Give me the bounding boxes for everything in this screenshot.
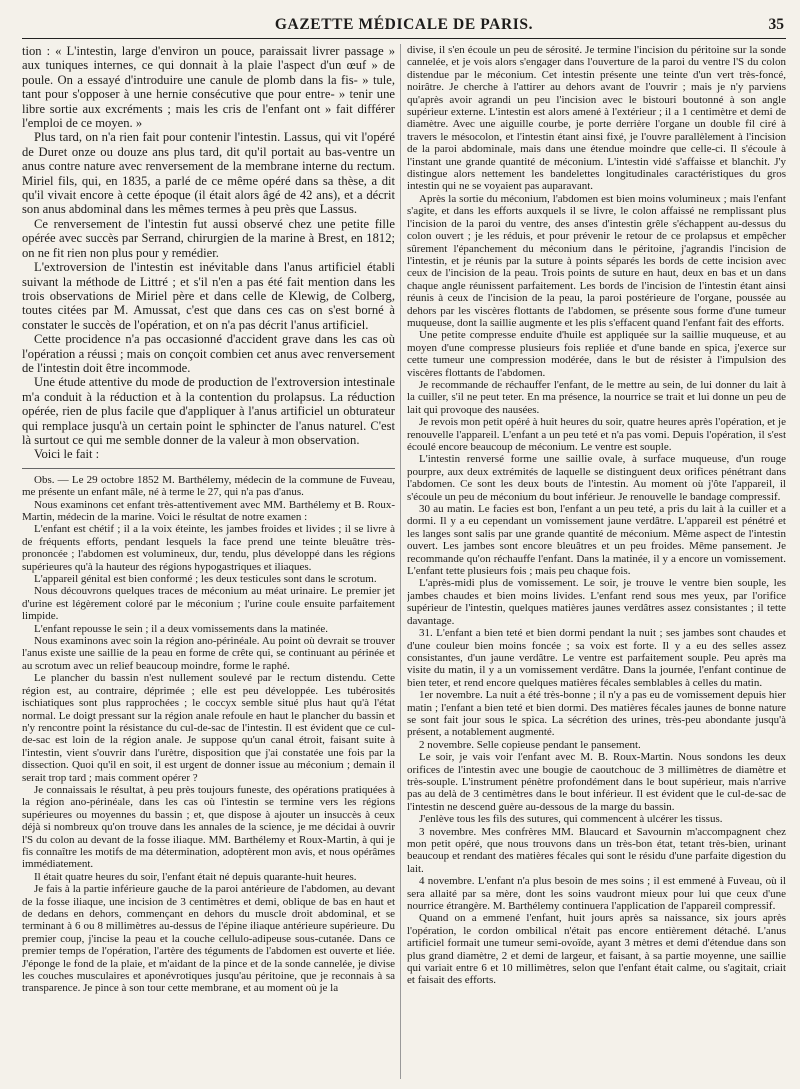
observation-paragraph: Nous découvrons quelques traces de méconium au méat urinaire. Le premier jet d'urine est légèrement coloré par le méconium ; l'urine coule ensuite parfaitement limpide.: [22, 585, 395, 623]
observation-paragraph: L'appareil génital est bien conformé ; les deux testicules sont dans le scrotum.: [34, 573, 377, 586]
observation-paragraph: 31. L'enfant a bien teté et bien dormi pendant la nuit ; ses jambes sont chaudes et d'une couleur bien moins foncée ; sa voix est forte. Il y a eu des selles assez consistantes, d'un jaune verdâtre. Le ventre est parfaitement souple. Peu après ma visite du matin, il y a un vomissement verdâtre. Dans la journée, l'enfant continue de bien teter, et rend encore quelques matières fécales semblables à celles du matin.: [407, 627, 786, 689]
observation-paragraph: Le plancher du bassin n'est nullement soulevé par le rectum distendu. Cette région est, au contraire, déprimée ; elle est peu développée. Les tubérosités ischiatiques sont plus rapprochées ; le coccyx semble situé plus haut qu'à l'état normal. Le doigt pressant sur la région anale refoule en haut le plancher du bassin et n'y rencontre point la résistance du cul-de-sac de l'intestin. Il est évident que ce cul-de-sac est loin de la région anale. Je suppose qu'un canal étroit, faisant suite à l'intestin, vient s'ouvrir dans l'urètre, disposition que j'ai constatée une fois par la dissection. Quoi qu'il en soit, il est urgent de donner issue au méconium ; demain il serait trop tard ; mais comment opérer ?: [22, 672, 395, 784]
observation-paragraph: Après la sortie du méconium, l'abdomen est bien moins volumineux ; mais l'enfant s'agite, et dans les efforts auxquels il se livre, le colon affaissé ne remplissant plus l'incision de la paroi du ventre, des anses d'intestin grêle s'échappent au-dessus du colon ouvert ; je les réduis, et pour prévenir le retour de ce prolapsus et empêcher sûrement l'épanchement du méconium dans le péritoine, j'agrandis l'incision de l'intestin, et je réunis par la suture à points séparés les bords de cette incision avec ceux de l'incision de la peau. Trois points de suture en haut, deux en bas et un dans chaque angle réunissent parfaitement. Les bords de l'incision de l'intestin étant ainsi réunis à ceux de l'incision de la peau, la paroi postérieure de l'organe, poussée au dehors par les viscères flottants de l'abdomen, se présente sous forme d'une tumeur muqueuse, dont la saillie augmente et les plis s'effacent quand l'enfant fait des efforts.: [407, 192, 786, 329]
right-column: [407, 44, 786, 1081]
paragraph: Ce renversement de l'intestin fut aussi observé chez une petite fille opérée avec succès par Serrand, chirurgien de la marine à Brest, en 1812; on ne fit rien non plus pour y remédier.: [22, 216, 395, 260]
paragraph: L'extroversion de l'intestin est inévitable dans l'anus artificiel établi suivant la méthode de Littré ; et s'il n'en a pas été fait mention dans les trois observations de Miriel père et dans celle de Klewig, de Colberg, toutes citées par M. Amussat, c'est que dans ces cas on s'est borné à constater le succès de l'opération, et on n'a pas décrit l'anus artificiel.: [22, 260, 395, 332]
page-header: [22, 14, 786, 39]
observation-text: [22, 474, 395, 995]
observation-paragraph: 30 au matin. Le facies est bon, l'enfant a un peu teté, a pris du lait à la cuiller et a dormi. Il y a eu cependant un vomissement jaune verdâtre. L'appareil est pénétré et les langes sont salis par une grande quantité de méconium. Même aspect de l'intestin ouvert. Les jambes sont encore bleuâtres et un peu froides. Même pansement. Je recommande qu'on réchauffe l'enfant. Dans la matinée, il y a encore un vomissement. L'enfant tette plusieurs fois ; mais peu chaque fois.: [407, 503, 786, 578]
observation-paragraph: L'enfant repousse le sein ; il a deux vomissements dans la matinée.: [34, 622, 329, 635]
paragraph: Une étude attentive du mode de production de l'extroversion intestinale m'a conduit à la réduction et à la contention du prolapsus. La réduction opérée, rien de plus facile que d'appliquer à l'anus artificiel un obturateur qui remplace jusqu'à un certain point le sphincter de l'anus naturel. C'est là surtout ce qui me semble donner de la valeur à mon observation.: [22, 375, 395, 447]
observation-paragraph: Nous examinons avec soin la région ano-périnéale. Au point où devrait se trouver l'anus existe une saillie de la peau en forme de crête qui, se continuant au périnée et au scrotum avec un relief beaucoup moindre, forme le raphé.: [22, 635, 395, 672]
observation-paragraph: Quand on a emmené l'enfant, huit jours après sa naissance, six jours après l'opération, le cordon ombilical n'était pas encore entièrement détaché. L'anus artificiel formait une tumeur semi-ovoïde, ayant 3 mètres et demi d'étendue dans son plus grand diamètre, 2 et demi de largeur, et faisant, à sa partie moyenne, une saillie qui variait entre 6 et 10 millimètres, selon que l'enfant était calme, ou s'agitait, criait et faisait des efforts.: [407, 912, 786, 987]
observation-paragraph: 4 novembre. L'enfant n'a plus besoin de mes soins ; il est emmené à Fuveau, où il sera allaité par sa mère, dont les soins vaudront mieux pour lui que ceux d'une nourrice étrangère. M. Barthélemy continuera l'application de l'appareil compressif.: [407, 875, 786, 913]
observation-paragraph: Le soir, je vais voir l'enfant avec M. B. Roux-Martin. Nous sondons les deux orifices de l'intestin avec une bougie de caoutchouc de 3 millimètres de diamètre et très-souple. L'instrument pénètre profondément dans le bout supérieur, mais n'arrive pas au delà de 3 centimètres dans le bout inférieur. Il est évident que le cul-de-sac de l'intestin ne descend guère au-dessous de la marge du bassin.: [407, 751, 786, 813]
paragraph: Plus tard, on n'a rien fait pour contenir l'intestin. Lassus, qui vit l'opéré de Duret onze ou douze ans plus tard, dit qu'il portait au bas-ventre un anus contre nature avec renversement de la membrane interne du rectum. Miriel fils, qui, en 1835, a parlé de ce même opéré dans sa thèse, a dit qu'il vivait encore à cette époque (il était alors âgé de 42 ans), et a décrit son anus abdominal dans les mêmes termes à peu près que Lassus.: [22, 130, 395, 217]
left-column: [22, 44, 395, 1081]
observation-paragraph: L'enfant est chétif ; il a la voix éteinte, les jambes froides et livides ; il se livre à de fréquents efforts, pendant lesquels la face prend une teinte bleuâtre très-prononcée ; l'abdomen est volumineux, dur, tendu, plus développé dans les régions supérieures qu'à la hauteur des régions hypogastriques et iliaques.: [22, 523, 395, 573]
observation-paragraph: Nous examinons cet enfant très-attentivement avec MM. Barthélemy et B. Roux-Martin, médecin de la marine. Voici le résultat de notre examen :: [22, 498, 395, 523]
journal-title: GAZETTE MÉDICALE DE PARIS.: [274, 16, 534, 33]
observation-paragraph: Il était quatre heures du soir, l'enfant était né depuis quarante-huit heures.: [34, 870, 357, 883]
observation-paragraph: J'enlève tous les fils des sutures, qui commencent à ulcérer les tissus.: [419, 813, 723, 826]
observation-paragraph: 1er novembre. La nuit a été très-bonne ; il n'y a pas eu de vomissement depuis hier matin ; l'enfant a bien teté et bien dormi. Des matières fécales jaunes de bonne nature se sont fait jour sous le spica. La sécrétion des urines, très-peu abondante jusqu'à présent, a notablement augmenté.: [407, 689, 786, 739]
observation-paragraph: 2 novembre. Selle copieuse pendant le pansement.: [419, 738, 641, 751]
observation-paragraph: Je connaissais le résultat, à peu près toujours funeste, des opérations pratiquées à la région ano-périnéale, dans les cas où l'intestin se termine vers les régions supérieures ou moyennes du bassin ; et, que dispose à ajouter un insuccès à ceux déjà si nombreux qu'on trouve dans les annales de la science, je me décidai à ouvrir l'S du colon au devant de la fosse iliaque. MM. Barthélemy et Roux-Martin, à qui je fis connaître les motifs de ma détermination, adoptèrent mon avis, et nous opérâmes immédiatement.: [22, 783, 395, 871]
observation-paragraph: Une petite compresse enduite d'huile est appliquée sur la saillie muqueuse, et au moyen d'une compresse plusieurs fois repliée et d'une bande en spica, j'exerce sur cette tumeur une compression modérée, dans le but de résister à l'impulsion des viscères flottants de l'abdomen.: [407, 329, 786, 379]
observation-paragraph: divise, il s'en écoule un peu de sérosité. Je termine l'incision du péritoine sur la sonde cannelée, et je vois alors s'engager dans l'ouverture de la paroi du ventre l'S du colon distendue par le méconium. Cet intestin présente une teinte d'un vert très-foncé, noirâtre. Je cherche à l'attirer au dehors avant de l'ouvrir ; mais je n'y parviens qu'après avoir agrandi un peu l'incision avec le bistouri boutonné à son angle supérieur externe. L'intestin est alors amené à l'extérieur ; il a 1 centimètre et demi de diamètre. Avec une aiguille courbe, je porte derrière l'organe un double fil ciré à travers le mésocolon, et l'intestin étant ainsi fixé, je l'ouvre parallèlement à l'incision de la paroi abdominale, mais dans une étendue moindre que celle-ci. Il s'écoule à l'instant une grande quantité de méconium. L'intestin vidé s'affaisse et blanchit. J'y distingue alors nettement les bandelettes longitudinales caractéristiques du gros intestin qui ne se voyaient pas auparavant.: [407, 44, 786, 193]
column-divider: [400, 44, 401, 1079]
observation-paragraph: Je fais à la partie inférieure gauche de la paroi antérieure de l'abdomen, au devant de la fosse iliaque, une incision de 3 centimètres et demi, oblique de bas en haut et de dedans en dehors, commençant en dehors du muscle droit abdominal, et se terminant à 6 ou 8 millimètres au-dessus de l'épine iliaque antérieure supérieure. Du premier coup, j'incise la peau et la couche cellulo-adipeuse sous-cutanée. Dans ce premier temps de l'opération, l'artère des téguments de l'abdomen est ouverte et liée. J'éponge le fond de la plaie, et m'aidant de la pince et de la sonde cannelée, je divise les couches musculaires et aponévrotiques jusqu'au péritoine, que je reconnais à sa transparence. Je pince à son tour cette membrane, et au moment où je la: [22, 883, 395, 995]
observation-paragraph: 3 novembre. Mes confrères MM. Blaucard et Savournin m'accompagnent chez mon petit opéré, que nous trouvons dans un très-bon état, tetant très-bien, urinant beaucoup et rendant des matières fécales qui sont le résidu d'une parfaite digestion du lait.: [407, 825, 786, 875]
paragraph: tion : « L'intestin, large d'environ un pouce, paraissait livrer passage » aux tuniques internes, ce qui donnait à la plaie l'aspect d'un œuf » de poule. On a essayé d'introduire une canule de plomb dans la fis- » tule, tant pour s'opposer à une hernie consécutive que pour entre- » tenir une libre sortie aux excréments ; mais les cris de l'enfant ont » fait différer l'emploi de ce moyen. »: [22, 44, 395, 131]
essay-text: [22, 44, 395, 462]
paragraph: Cette procidence n'a pas occasionné d'accident grave dans les cas où l'opération a réussi ; mais on conçoit combien cet anus avec renversement de l'intestin doit être incommode.: [22, 332, 395, 375]
observation-paragraph: L'après-midi plus de vomissement. Le soir, je trouve le ventre bien souple, les jambes chaudes et bien moins livides. L'enfant rend sous mes yeux, par l'orifice supérieur de l'intestin, quelques matières jaunes verdâtres assez consistantes ; il tette davantage.: [407, 577, 786, 627]
section-divider: [22, 468, 395, 469]
page-number: 35: [768, 16, 784, 33]
observation-paragraph: Je recommande de réchauffer l'enfant, de le mettre au sein, de lui donner du lait à la cuiller, s'il ne peut teter. En ma présence, la nourrice se trait et lui donne un peu de lait qui provoque des nausées.: [407, 378, 786, 416]
observation-paragraph: Je revois mon petit opéré à huit heures du soir, quatre heures après l'opération, et je renouvelle l'appareil. L'enfant a un peu teté et n'a pas vomi. Depuis l'opération, il s'est écoulé encore beaucoup de méconium. Le ventre est souple.: [407, 416, 786, 453]
observation-paragraph: L'intestin renversé forme une saillie ovale, à surface muqueuse, d'un rouge pourpre, aux deux extrémités de laquelle se distinguent deux orifices pénétrant dans l'abdomen. Ce sont les deux bouts de l'intestin. Au moment où j'ôte l'appareil, il s'écoule un peu de méconium du bout inférieur. Je renouvelle le bandage compressif.: [407, 453, 786, 503]
paragraph: Voici le fait :: [34, 447, 100, 462]
observation-paragraph: Obs. — Le 29 octobre 1852 M. Barthélemy, médecin de la commune de Fuveau, me présente un enfant mâle, né à terme le 27, qui n'a pas d'anus.: [22, 473, 395, 499]
